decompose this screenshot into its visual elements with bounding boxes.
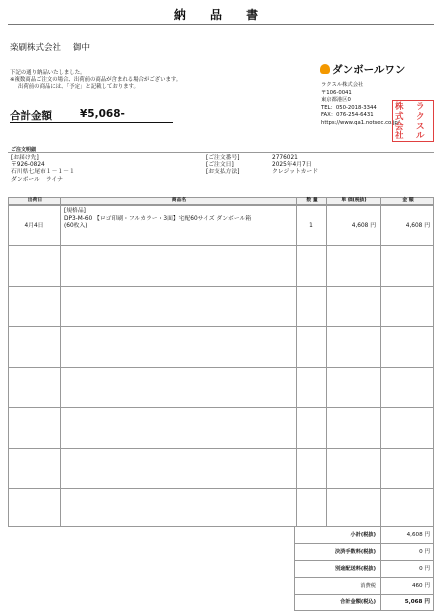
subtotal-value: 4,608 円 [406, 532, 430, 538]
grid-line [8, 367, 434, 368]
seal-char: 式 [395, 112, 404, 122]
ship-line: 石川県七尾市１－１－１ [11, 169, 75, 176]
order-label: [お支払方法] [206, 169, 240, 176]
grid-line [8, 286, 434, 287]
seal-char: 社 [395, 131, 404, 141]
seal-char: ス [416, 122, 425, 132]
payment-fee-label: 決済手数料(税抜) [334, 549, 376, 555]
header-amount: 金 額 [402, 198, 414, 203]
ship-line: 〒926-0824 [11, 162, 45, 169]
shipping-fee-label: 別途配送料(税抜) [334, 566, 376, 572]
grid-line [433, 527, 434, 611]
grid-line [60, 197, 61, 527]
grid-line [380, 197, 381, 527]
row-product-name [64, 208, 294, 231]
total-amount-label: 合計金額 [10, 110, 52, 122]
total-amount-value: ¥5,068- [80, 108, 125, 120]
seller-info [321, 82, 400, 127]
order-value: クレジットカード [272, 169, 319, 176]
seller-line: 東京都港区0 [321, 97, 351, 103]
seal-char: ラ [416, 102, 425, 112]
box-logo-icon [320, 64, 330, 74]
tax-label: 消費税 [360, 583, 376, 589]
shipping-fee-value: 0 円 [419, 566, 430, 572]
grid-line [433, 197, 434, 527]
grid-line [8, 245, 434, 246]
note-line: 出荷前の商品には、「予定」と記載しております。 [18, 84, 139, 90]
order-label: [ご注文番号] [206, 155, 240, 161]
grid-line [8, 407, 434, 408]
grid-line [8, 488, 434, 489]
summary-table [294, 527, 434, 611]
tax-value: 460 円 [411, 583, 430, 589]
note-line: ※複数商品ご注文の場合、出荷前の商品が含まれる場合がございます。 [10, 77, 182, 83]
title-divider [8, 24, 434, 25]
product-line: [規格品] [64, 208, 86, 214]
grid-line [8, 326, 434, 327]
seller-line: TEL：050-2018-3344 [321, 104, 377, 111]
total-underline [10, 122, 173, 123]
items-table [8, 197, 434, 527]
grid-line [8, 448, 434, 449]
grand-total-value: 5,068 円 [404, 599, 430, 605]
subtotal-label: 小計(税抜) [350, 532, 376, 538]
grand-total-label: 合計金額(税込) [340, 599, 376, 605]
header-ship-date: 出荷日 [27, 198, 43, 203]
product-line: (60枚入) [64, 223, 88, 229]
order-value: 2776021 [272, 155, 298, 161]
document-title: 納 品 書 [173, 8, 269, 22]
logo-text: ダンボールワン [332, 64, 406, 76]
header-product-name: 商品名 [171, 198, 187, 203]
seller-line: https://www.qa1.notsec.co.jp/ [321, 119, 400, 126]
seal-char: 会 [395, 122, 404, 132]
seller-logo [320, 62, 405, 77]
recipient [10, 41, 90, 53]
note-line: 下記の通り納品いたしました。 [10, 70, 86, 76]
order-info-values [272, 155, 318, 177]
row-amount: 4,608 円 [405, 223, 430, 229]
seller-line: 〒106-0041 [321, 89, 352, 96]
seller-line: FAX：076-254-6431 [321, 112, 374, 118]
grid-line [326, 197, 327, 527]
grid-line [294, 610, 434, 611]
header-quantity: 数 量 [306, 198, 318, 203]
seal-char: ル [416, 131, 425, 141]
seller-line: ラクスル株式会社 [321, 82, 364, 88]
delivery-notes [10, 70, 181, 91]
product-line: DP3-M-60 【ロゴ印刷・フルカラー・3面】宅配60サイズ ダンボール箱 [64, 215, 252, 222]
ship-line: [お届け先] [11, 155, 39, 161]
header-unit-price: 単 価(税抜) [341, 198, 367, 203]
payment-fee-value: 0 円 [419, 549, 430, 555]
row-ship-date: 4月4日 [24, 223, 44, 229]
recipient-honorific: 御中 [73, 43, 91, 53]
ship-line: ダンボール ライナ [11, 176, 63, 183]
grid-line [296, 197, 297, 527]
ship-to [11, 155, 75, 184]
order-value: 2025年4月7日 [272, 162, 312, 169]
company-seal-stamp [392, 100, 434, 142]
seal-char: ク [416, 112, 425, 122]
grid-line [8, 205, 434, 206]
row-unit-price: 4,608 円 [351, 223, 376, 229]
grid-line [8, 197, 9, 527]
order-info-labels [206, 155, 240, 177]
table-header [8, 197, 434, 205]
row-quantity: 1 [309, 223, 313, 229]
order-details-heading: ご注文明細 [8, 146, 434, 153]
recipient-name: 楽刷株式会社 [10, 43, 62, 53]
seal-char: 株 [395, 102, 404, 112]
order-label: [ご注文日] [206, 162, 234, 169]
